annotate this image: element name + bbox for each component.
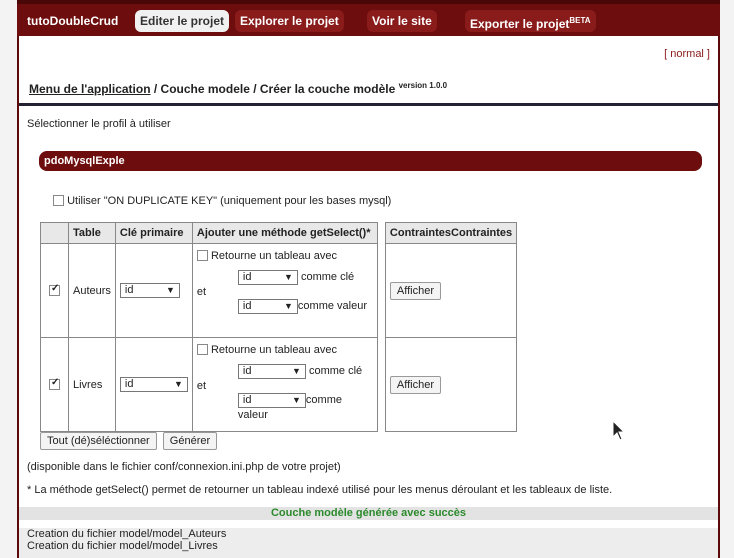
profile-selector[interactable]: pdoMysqlExple [39, 151, 702, 171]
value-select[interactable]: id ▼ [238, 299, 298, 314]
col-table-header: Table [69, 223, 116, 244]
pk-select[interactable]: id ▼ [120, 283, 180, 298]
duplicate-key-option [53, 195, 391, 207]
col-pk-header: Clé primaire [115, 223, 192, 244]
form-actions [40, 432, 220, 450]
getselect-checkbox[interactable] [197, 344, 208, 355]
getselect-checkbox[interactable] [197, 250, 208, 261]
getselect-cell: Retourne un tableau avec id ▼ comme clé et id ▼ comme valeur [192, 338, 377, 432]
generate-button[interactable]: Générer [163, 432, 217, 450]
mode-toggle[interactable]: [ normal ] [664, 48, 710, 60]
app-brand[interactable]: tutoDoubleCrud [27, 14, 119, 28]
col-getselect-header: Ajouter une méthode getSelect()* [192, 223, 377, 244]
table-name: Auteurs [69, 244, 116, 338]
chevron-down-icon: ▼ [284, 272, 293, 282]
chevron-down-icon: ▼ [174, 379, 183, 389]
chevron-down-icon: ▼ [284, 301, 293, 311]
key-select[interactable]: id ▼ [238, 270, 298, 285]
page-frame [17, 0, 720, 558]
row-checkbox[interactable] [49, 379, 60, 390]
pk-select[interactable]: id ▼ [120, 377, 188, 392]
row-checkbox[interactable] [49, 285, 60, 296]
duplicate-key-checkbox[interactable] [53, 195, 64, 206]
nav-view-site[interactable]: Voir le site [367, 10, 437, 32]
header-divider [19, 103, 718, 106]
log-line: Creation du fichier model/model_Livres [27, 540, 218, 552]
show-constraints-button[interactable]: Afficher [390, 376, 441, 394]
show-constraints-button[interactable]: Afficher [390, 282, 441, 300]
getselect-cell: Retourne un tableau avec id ▼ comme clé et id ▼ comme valeur [192, 244, 377, 338]
getselect-footnote: * La méthode getSelect() permet de retourner un tableau indexé utilisé pour les menus déroulant et les tableaux de liste. [27, 484, 613, 496]
table-row [41, 338, 517, 432]
nav-explore-project[interactable]: Explorer le projet [235, 10, 344, 32]
profile-intro: Sélectionner le profil à utiliser [27, 118, 171, 130]
value-select[interactable]: id ▼ [238, 393, 306, 408]
chevron-down-icon: ▼ [292, 366, 301, 376]
breadcrumb-home-link[interactable]: Menu de l'application [29, 82, 151, 96]
col-constraints-header: ContraintesContraintes [385, 223, 516, 244]
top-navbar [17, 0, 720, 36]
tables-grid [40, 222, 517, 432]
key-select[interactable]: id ▼ [238, 364, 306, 379]
nav-export-project[interactable]: Exporter le projet$^{BETA}$ [465, 10, 596, 32]
breadcrumb [29, 81, 447, 96]
breadcrumb-rest: / Couche modele / Créer la couche modèle [150, 82, 399, 96]
col-gap [377, 223, 385, 244]
chevron-down-icon: ▼ [292, 395, 301, 405]
duplicate-key-label: Utiliser "ON DUPLICATE KEY" (uniquement pour les bases mysql) [67, 195, 392, 207]
nav-edit-project[interactable]: Editer le projet [135, 10, 229, 32]
col-select-header [41, 223, 69, 244]
beta-badge: BETA [569, 16, 591, 25]
config-note: (disponible dans le fichier conf/connexion.ini.php de votre projet) [27, 461, 341, 473]
version-label: version 1.0.0 [398, 81, 448, 90]
chevron-down-icon: ▼ [166, 285, 175, 295]
table-header-row [41, 223, 517, 244]
mouse-cursor-icon [612, 420, 624, 442]
table-row [41, 244, 517, 338]
table-name: Livres [69, 338, 116, 432]
toggle-all-button[interactable]: Tout (dé)séléctionner [40, 432, 157, 450]
success-message: Couche modèle générée avec succès [19, 507, 718, 520]
log-line: Creation du fichier model/model_Auteurs [27, 528, 227, 540]
generation-log [19, 528, 718, 558]
